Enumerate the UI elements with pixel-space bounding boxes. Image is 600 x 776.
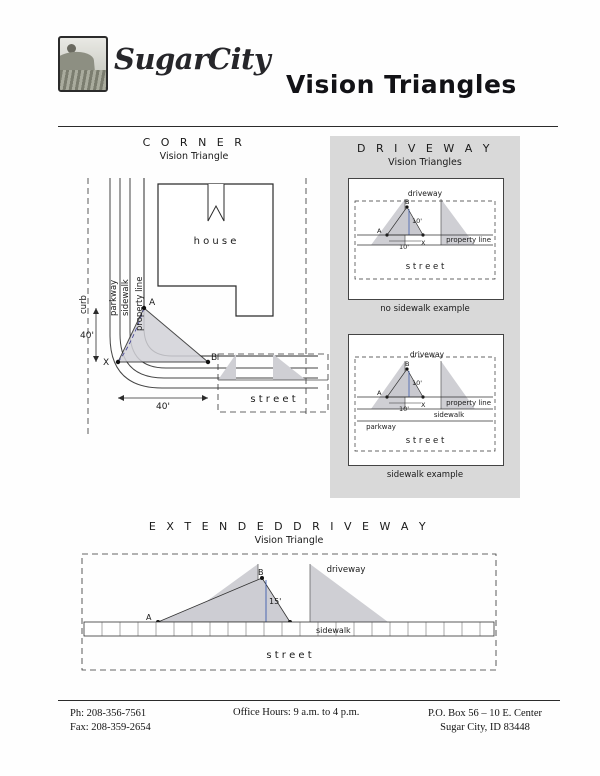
footer-phone: Ph: 208-356-7561	[70, 708, 147, 719]
driveway1-point-x-label: X	[421, 239, 426, 247]
corner-curb-label: curb	[79, 295, 89, 314]
footer-divider	[58, 700, 560, 701]
extended-subtitle: Vision Triangle	[254, 535, 324, 546]
corner-sidewalk-label: sidewalk	[121, 279, 131, 316]
document-footer	[58, 700, 560, 740]
corner-point-b-label: B	[211, 353, 218, 363]
driveway-example-1-caption: no sidewalk example	[380, 304, 470, 314]
corner-horizontal-dimension: 40'	[156, 402, 170, 412]
driveway2-parkway-label: parkway	[366, 423, 396, 431]
extended-street-label: s t r e e t	[266, 650, 312, 661]
corner-point-a-label: A	[149, 298, 156, 308]
corner-property-line-label: property line	[135, 276, 145, 331]
driveway-no-sidewalk-diagram	[349, 179, 501, 297]
driveway2-point-x-label: X	[421, 401, 426, 409]
corner-vertical-dimension: 40'	[80, 331, 94, 341]
driveway1-property-line-label: property line	[446, 236, 491, 244]
footer-fax: Fax: 208-359-2654	[70, 722, 151, 734]
header-divider	[58, 126, 558, 127]
extended-sidewalk-label: sidewalk	[316, 626, 351, 635]
corner-street-label: s t r e e t	[250, 394, 296, 405]
driveway-subtitle: Vision Triangles	[388, 157, 462, 168]
driveway-vision-triangles-section	[330, 136, 520, 498]
footer-address-line-2: Sugar City, ID 83448	[440, 722, 530, 734]
driveway2-driveway-label: driveway	[409, 350, 445, 359]
driveway2-horizontal-dimension: 10'	[399, 405, 410, 413]
driveway-example-sidewalk	[348, 334, 504, 466]
corner-title: C O R N E R	[142, 136, 246, 149]
footer-address	[428, 707, 542, 735]
corner-parkway-label: parkway	[109, 279, 119, 316]
footer-contact	[70, 707, 151, 735]
seal-field-shape	[60, 70, 106, 90]
driveway2-point-b-label: B	[405, 360, 410, 368]
house-label: h o u s e	[193, 236, 237, 247]
extended-driveway-diagram	[58, 550, 520, 680]
driveway1-vertical-dimension: 10'	[412, 217, 423, 225]
driveway2-sidewalk-label: sidewalk	[433, 411, 465, 419]
driveway1-driveway-label: driveway	[407, 189, 443, 198]
driveway-sidewalk-diagram	[349, 335, 501, 463]
extended-vertical-dimension: 15'	[269, 597, 282, 606]
extended-driveway-section	[58, 520, 520, 680]
logo-wordmark: SugarCity	[114, 42, 271, 76]
driveway-example-no-sidewalk	[348, 178, 504, 300]
corner-point-x-label: X	[103, 358, 110, 368]
extended-heading	[58, 520, 520, 546]
driveway2-street-label: s t r e e t	[405, 436, 445, 446]
extended-driveway-label: driveway	[326, 565, 366, 575]
document-header	[58, 34, 560, 112]
driveway2-property-line-label: property line	[446, 399, 491, 407]
extended-point-a-label: A	[146, 613, 152, 622]
driveway-example-2-caption: sidewalk example	[386, 470, 464, 480]
page-title: Vision Triangles	[286, 70, 517, 99]
driveway1-point-b-label: B	[405, 198, 410, 206]
driveway1-horizontal-dimension: 10'	[399, 243, 410, 251]
driveway2-vertical-dimension: 10'	[412, 379, 423, 387]
corner-diagram	[58, 166, 330, 466]
footer-hours: Office Hours: 9 a.m. to 4 p.m.	[233, 707, 360, 718]
corner-subtitle: Vision Triangle	[159, 151, 229, 162]
driveway1-street-label: s t r e e t	[405, 262, 445, 272]
driveway-title: D R I V E W A Y	[357, 142, 493, 155]
driveway1-point-a-label: A	[377, 227, 382, 235]
driveway-heading	[330, 142, 520, 168]
corner-vision-triangle-section	[58, 136, 330, 466]
city-seal-icon	[58, 36, 108, 92]
driveway2-point-a-label: A	[377, 389, 382, 397]
corner-heading	[58, 136, 330, 162]
footer-address-line-1: P.O. Box 56 – 10 E. Center	[427, 708, 542, 719]
extended-point-b-label: B	[258, 568, 264, 577]
extended-title: E X T E N D E D D R I V E W A Y	[148, 520, 430, 533]
